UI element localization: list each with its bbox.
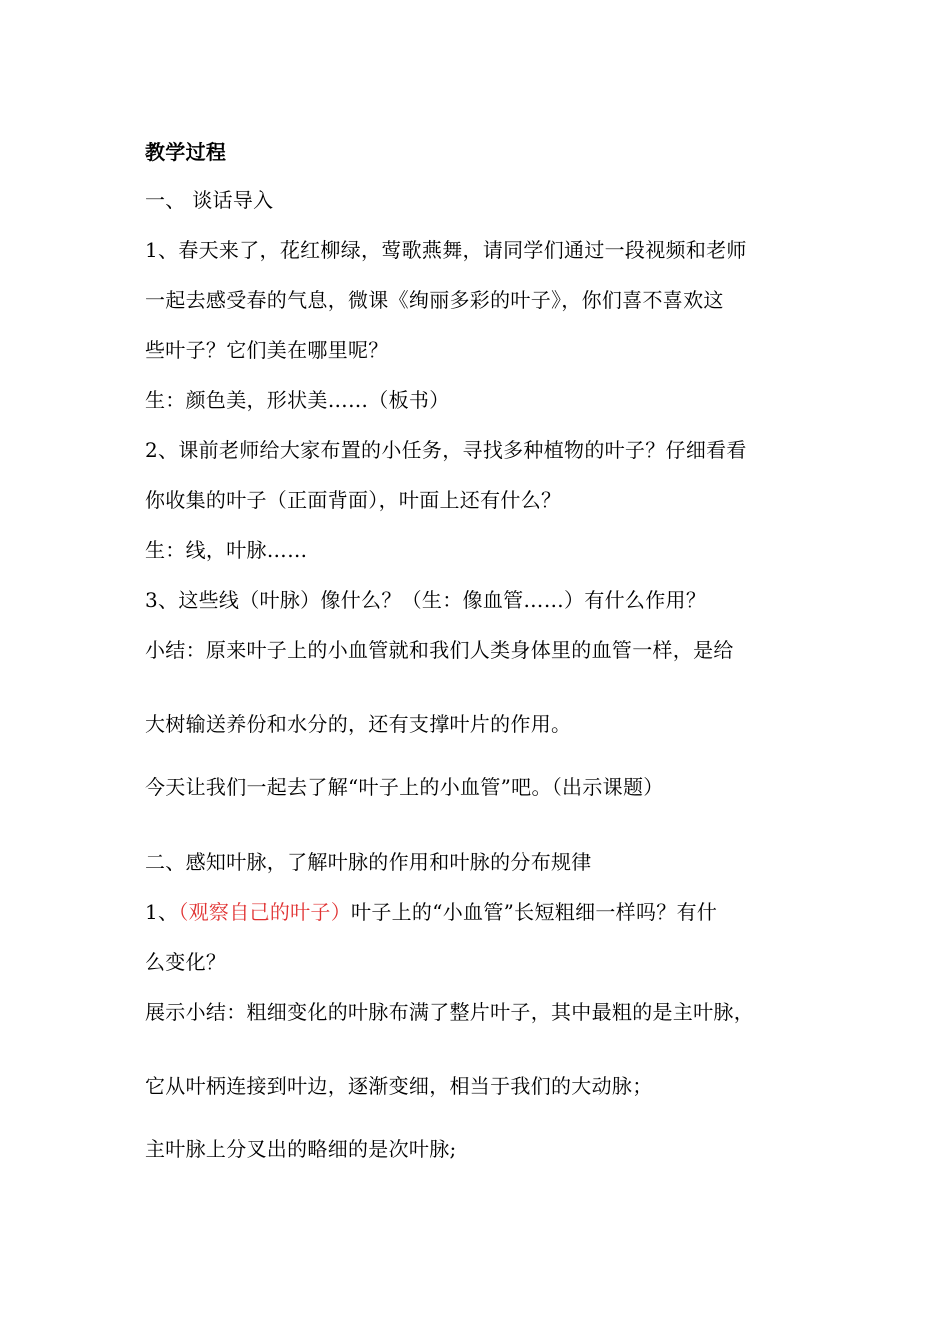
summary-1-line-1: 小结：原来叶子上的小血管就和我们人类身体里的血管一样，是给 — [145, 638, 734, 662]
section-2-paragraph-1-line-1 — [145, 898, 717, 926]
section-2-title: 二、感知叶脉，了解叶脉的作用和叶脉的分布规律 — [145, 850, 592, 874]
summary-2-line-3: 主叶脉上分叉出的略细的是次叶脉; — [145, 1137, 457, 1161]
paragraph-1-answer: 生：颜色美，形状美……（板书） — [145, 388, 450, 412]
document-heading: 教学过程 — [145, 140, 227, 164]
paragraph-2-line-1: 2、课前老师给大家布置的小任务，寻找多种植物的叶子？仔细看看 — [145, 438, 747, 462]
summary-2-line-2: 它从叶柄连接到叶边，逐渐变细，相当于我们的大动脉； — [145, 1074, 653, 1098]
paragraph-2-line-2: 你收集的叶子（正面背面），叶面上还有什么？ — [145, 488, 562, 512]
section-1-title: 一、 谈话导入 — [145, 188, 274, 212]
paragraph-1-line-3: 些叶子？它们美在哪里呢？ — [145, 338, 389, 362]
paragraph-3-line-1: 3、这些线（叶脉）像什么？（生：像血管……）有什么作用？ — [145, 588, 707, 612]
summary-2-line-1: 展示小结：粗细变化的叶脉布满了整片叶子，其中最粗的是主叶脉， — [145, 1000, 754, 1024]
section-2-paragraph-1-rest: 叶子上的“小血管”长短粗细一样吗？有什 — [351, 900, 718, 924]
section-2-paragraph-1-prefix: 1、 — [145, 900, 179, 924]
section-2-paragraph-1-line-2: 么变化？ — [145, 950, 227, 974]
intro-topic: 今天让我们一起去了解“叶子上的小血管”吧。（出示课题） — [145, 775, 664, 799]
paragraph-1-line-1: 1、春天来了，花红柳绿，莺歌燕舞，请同学们通过一段视频和老师 — [145, 238, 747, 262]
paragraph-2-answer: 生：线，叶脉…… — [145, 538, 308, 562]
summary-1-line-2: 大树输送养份和水分的，还有支撑叶片的作用。 — [145, 712, 572, 736]
paragraph-1-line-2: 一起去感受春的气息，微课《绚丽多彩的叶子》，你们喜不喜欢这 — [145, 288, 724, 312]
observe-leaf-highlight: （观察自己的叶子） — [178, 900, 352, 924]
